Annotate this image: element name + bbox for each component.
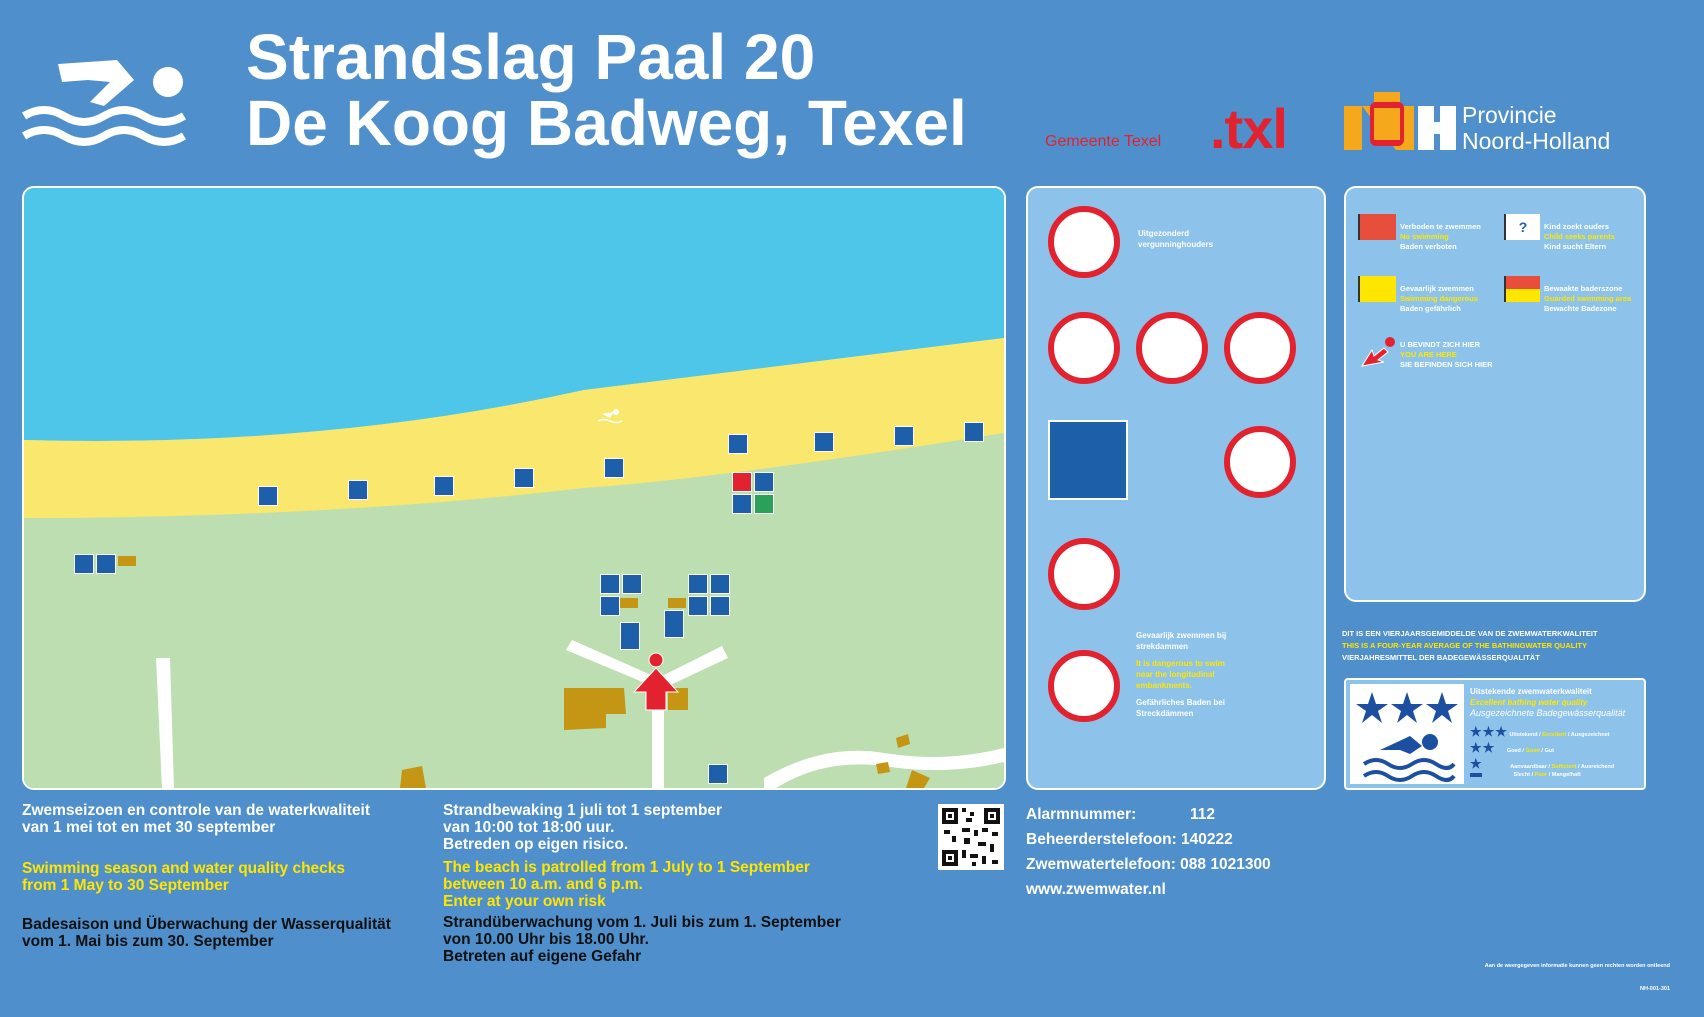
scale-row-sufficient: ★ Aanvaardbaar / Sufficient / Ausreichend — [1470, 756, 1615, 771]
patrol-en-3: Enter at your own risk — [443, 893, 606, 910]
scale-1-nl: Goed — [1506, 748, 1521, 754]
patrol-de-1: Strandüberwachung vom 1. Juli bis zum 1. September — [443, 914, 841, 931]
vehicles-note-line-1: Uitgezonderd — [1138, 229, 1190, 238]
trash-bin-icon — [434, 476, 454, 496]
swimmer-logo-icon — [22, 56, 187, 148]
manager-row — [1026, 827, 1271, 852]
txl-logo: .txl — [1210, 97, 1287, 160]
yellow-flag-de: Baden gefährlich — [1400, 304, 1461, 313]
embankment-nl-1: Gevaarlijk zwemmen bij — [1136, 631, 1227, 640]
guarded-en: Guarded swimming area — [1544, 294, 1632, 303]
scale-2-nl: Aanvaardbaar — [1510, 764, 1547, 770]
title-line-2: De Koog Badweg, Texel — [246, 87, 967, 159]
patrol-de-3: Betreten auf eigene Gefahr — [443, 948, 642, 965]
quality-intro-en: THIS IS A FOUR-YEAR AVERAGE OF THE BATHINGWATER QUALITY — [1342, 641, 1587, 650]
no-drifting-wood-sign-icon — [1048, 312, 1120, 384]
poor-dash-icon — [1470, 773, 1482, 777]
flag-legend-panel — [1344, 186, 1646, 602]
child-flag-label — [1544, 222, 1615, 252]
stars-2-icon: ★★ — [1470, 740, 1496, 755]
wheelchair-icon — [688, 596, 708, 616]
first-aid-icon — [754, 494, 774, 514]
embankment-en-1: It is dangerous to swim — [1136, 659, 1225, 668]
parking-icon — [708, 764, 728, 784]
map-drawing — [24, 188, 1004, 788]
wc-icon — [732, 494, 752, 514]
season-en-1: Swimming season and water quality checks — [22, 860, 346, 877]
wc-icon — [710, 574, 730, 594]
parking-icon — [664, 610, 684, 638]
you-are-here-icon — [1358, 336, 1398, 372]
stars-1-icon: ★ — [1470, 756, 1483, 771]
red-flag-label — [1400, 222, 1481, 252]
embankment-warning — [1136, 630, 1226, 719]
patrol-info — [443, 802, 841, 965]
vehicles-note — [1138, 228, 1213, 250]
scale-1-en: Good — [1525, 748, 1540, 754]
disclaimer: Aan de weergegeven informatie kunnen geen rechten worden ontleend — [1484, 963, 1670, 969]
water-phone-value: 088 1021300 — [1180, 856, 1271, 873]
season-en-2: from 1 May to 30 September — [22, 877, 229, 894]
no-vehicles-sign-icon — [1048, 206, 1120, 278]
dog-leash-sign-icon — [1048, 420, 1128, 500]
no-camping-sign-icon — [1224, 312, 1296, 384]
scale-row-good: ★★ Goed / Good / Gut — [1470, 740, 1554, 755]
patrol-nl-3: Betreden op eigen risico. — [443, 836, 629, 853]
no-horses-sign-icon — [1048, 538, 1120, 610]
website-link[interactable]: www.zwemwater.nl — [1026, 881, 1166, 898]
gemeente-logo-text: Gemeente Texel — [1045, 133, 1162, 150]
scale-1-de: Gut — [1544, 748, 1554, 754]
you-are-here-de: SIE BEFINDEN SICH HIER — [1400, 360, 1493, 369]
manager-label: Beheerderstelefoon: — [1026, 831, 1177, 848]
trash-bin-icon — [514, 468, 534, 488]
parking-icon — [620, 622, 640, 650]
guarded-flag-icon — [1504, 276, 1540, 302]
rating-nl: Uitstekende zwemwaterkwaliteit — [1470, 687, 1592, 696]
no-boat-launch-sign-icon — [1224, 426, 1296, 498]
beach-map — [22, 186, 1006, 790]
trash-bin-icon — [728, 434, 748, 454]
season-de-1: Badesaison und Überwachung der Wasserqualität — [22, 916, 391, 933]
guarded-de: Bewachte Badezone — [1544, 304, 1617, 313]
province-line-1: Provincie — [1462, 102, 1557, 128]
scale-2-en: Sufficient — [1551, 764, 1577, 770]
yellow-flag-en: Swimming dangerous — [1400, 294, 1478, 303]
child-flag-icon: ? — [1504, 214, 1540, 240]
no-fire-sign-icon — [1136, 312, 1208, 384]
stars-3-icon: ★★★ — [1470, 724, 1508, 739]
season-nl-2: van 1 mei tot en met 30 september — [22, 819, 276, 836]
embankment-de-2: Streckdämmen — [1136, 709, 1194, 718]
trash-bin-icon — [894, 426, 914, 446]
yellow-flag-nl: Gevaarlijk zwemmen — [1400, 284, 1474, 293]
warning-exclamation-sign-icon — [1048, 650, 1120, 722]
child-de: Kind sucht Eltern — [1544, 242, 1607, 251]
patrol-en-2: between 10 a.m. and 6 p.m. — [443, 876, 643, 893]
you-are-here-label — [1400, 340, 1493, 370]
trash-bin-icon — [964, 422, 984, 442]
rating-en: Excellent bathing water quality — [1470, 698, 1588, 707]
scale-row-poor: Slecht / Poor / Mangelhaft — [1470, 772, 1581, 778]
restaurant-icon — [600, 574, 620, 594]
embankment-de-1: Gefährliches Baden bei — [1136, 698, 1225, 707]
trash-bin-icon — [604, 458, 624, 478]
beach-chair-icon — [710, 596, 730, 616]
trash-bin-icon — [814, 432, 834, 452]
quality-rating — [1470, 686, 1625, 719]
embankment-en-2: near the longitudinal — [1136, 670, 1215, 679]
patrol-de-2: von 10.00 Uhr bis 18.00 Uhr. — [443, 931, 649, 948]
patrol-nl-2: van 10:00 tot 18:00 uur. — [443, 819, 615, 836]
rating-de: Ausgezeichnete Badegewässerqualität — [1470, 708, 1626, 718]
restaurant-icon — [74, 554, 94, 574]
manager-value: 140222 — [1181, 831, 1233, 848]
wc-icon — [622, 574, 642, 594]
scale-0-en: Excellent — [1542, 732, 1567, 738]
you-are-here-en: YOU ARE HERE — [1400, 350, 1457, 359]
noord-holland-logo-icon — [1344, 88, 1456, 152]
red-flag-de: Baden verboten — [1400, 242, 1457, 251]
wheelchair-icon — [600, 596, 620, 616]
trash-bin-icon — [258, 486, 278, 506]
water-quality-panel — [1344, 678, 1646, 790]
patrol-nl-1: Strandbewaking 1 juli tot 1 september — [443, 802, 723, 819]
red-flag-nl: Verboden te zwemmen — [1400, 222, 1481, 231]
red-flag-icon — [1358, 214, 1396, 240]
qr-code-icon[interactable] — [938, 804, 1004, 870]
scale-3-en: Poor — [1534, 772, 1548, 778]
trash-bin-icon — [348, 480, 368, 500]
yellow-flag-label — [1400, 284, 1478, 314]
vehicles-note-line-2: vergunninghouders — [1138, 240, 1214, 249]
yellow-flag-icon — [1358, 276, 1396, 302]
guarded-flag-label — [1544, 284, 1631, 314]
child-en: Child seeks parents — [1544, 232, 1615, 241]
patrol-en-1: The beach is patrolled from 1 July to 1 September — [443, 859, 810, 876]
wc-icon — [96, 554, 116, 574]
red-flag-en: No swimming — [1400, 232, 1449, 241]
quality-intro — [1342, 628, 1598, 664]
title-line-1: Strandslag Paal 20 — [246, 21, 816, 93]
restaurant-icon — [688, 574, 708, 594]
quality-intro-nl: DIT IS EEN VIERJAARSGEMIDDELDE VAN DE ZWEMWATERKWALITEIT — [1342, 629, 1598, 638]
quality-badge — [1350, 684, 1464, 784]
province-line-2: Noord-Holland — [1462, 128, 1611, 154]
you-are-here-nl: U BEVINDT ZICH HIER — [1400, 340, 1481, 349]
season-nl-1: Zwemseizoen en controle van de waterkwaliteit — [22, 802, 370, 819]
page-title — [246, 21, 967, 159]
embankment-en-3: embankments. — [1136, 681, 1193, 690]
province-logo-text — [1462, 102, 1610, 154]
alarm-label: Alarmnummer: — [1026, 806, 1137, 823]
scale-3-nl: Slecht — [1513, 772, 1531, 778]
three-stars-icon — [1350, 684, 1464, 784]
season-info — [22, 802, 391, 950]
alarm-value: 112 — [1190, 806, 1216, 823]
scale-2-de: Ausreichend — [1580, 764, 1615, 770]
scale-row-excellent: ★★★ Uitstekend / Excellent / Ausgezeichnet — [1470, 724, 1610, 739]
scale-3-de: Mangelhaft — [1551, 772, 1581, 778]
quality-intro-de: VIERJAHRESMITTEL DER BADEGEWÄSSERQUALITÄT — [1342, 653, 1540, 662]
guarded-nl: Bewaakte baderszone — [1544, 284, 1623, 293]
scale-0-de: Ausgezeichnet — [1570, 732, 1610, 738]
phone-icon — [732, 472, 752, 492]
season-de-2: vom 1. Mai bis zum 30. September — [22, 933, 274, 950]
lifeguard-icon — [754, 472, 774, 492]
embankment-nl-2: strekdammen — [1136, 642, 1189, 651]
alarm-row — [1026, 802, 1271, 827]
contacts-info — [1026, 802, 1271, 902]
prohibitions-panel — [1026, 186, 1326, 790]
water-phone-row — [1026, 852, 1271, 877]
child-nl: Kind zoekt ouders — [1544, 222, 1610, 231]
sign-code: NH-001-301 — [1640, 986, 1670, 992]
scale-0-nl: Uitstekend — [1509, 732, 1538, 738]
water-phone-label: Zwemwatertelefoon: — [1026, 856, 1176, 873]
